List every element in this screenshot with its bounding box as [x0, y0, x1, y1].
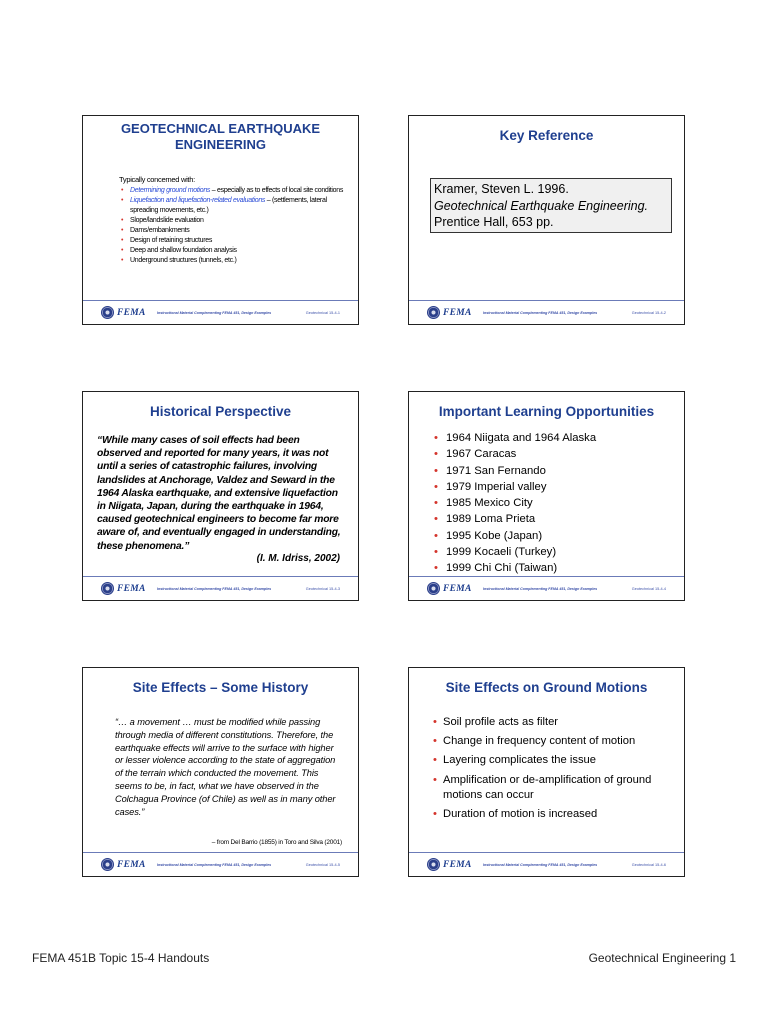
- topic-list: [119, 186, 349, 266]
- list-item: • Liquefaction and liquefaction-related evaluations – (settlements, lateral spreading movements, etc.): [119, 196, 349, 216]
- list-item: • 1989 Loma Prieta: [433, 511, 684, 527]
- reference-author-year: Kramer, Steven L. 1996.: [434, 182, 569, 196]
- effects-list: [433, 715, 684, 823]
- footer-credit: Instructional Material Complementing FEMA 451, Design Examples: [157, 311, 272, 315]
- list-item: • 1971 San Fernando: [433, 463, 684, 479]
- slide-title: Site Effects on Ground Motions: [445, 680, 648, 695]
- slide-footer: [409, 300, 684, 324]
- slide-title: Historical Perspective: [149, 404, 292, 419]
- slide-id: Geotechnical 15-4-2: [631, 311, 666, 315]
- earthquake-list: [433, 430, 684, 577]
- slide-body: [119, 175, 349, 266]
- slide-id: Geotechnical 15-4-5: [305, 863, 340, 867]
- list-item: • Determining ground motions – especially as to effects of local site conditions: [119, 186, 349, 196]
- slide-footer: [83, 300, 358, 324]
- footer-credit: Instructional Material Complementing FEMA 451, Design Examples: [483, 311, 598, 315]
- list-item: • 1964 Niigata and 1964 Alaska: [433, 430, 684, 446]
- list-item: • Layering complicates the issue: [433, 753, 684, 769]
- fema-wordmark: FEMA: [117, 307, 146, 318]
- fema-logo: [427, 306, 472, 319]
- page-footer-left: FEMA 451B Topic 15-4 Handouts: [32, 951, 210, 965]
- footer-credit: Instructional Material Complementing FEMA 451, Design Examples: [483, 863, 598, 867]
- slide-geotechnical-earthquake-engineering: [82, 115, 359, 325]
- footer-credit: Instructional Material Complementing FEMA 451, Design Examples: [157, 587, 272, 591]
- slide-key-reference: [408, 115, 685, 325]
- slide-id: Geotechnical 15-4-1: [305, 311, 340, 315]
- list-item: • Duration of motion is increased: [433, 807, 684, 823]
- fema-seal-icon: [101, 858, 114, 871]
- list-item: • Dams/embankments: [119, 226, 349, 236]
- fema-seal-icon: [427, 306, 440, 319]
- list-item: • Amplification or de-amplification of ground motions can occur: [433, 773, 684, 804]
- fema-seal-icon: [101, 582, 114, 595]
- fema-wordmark: FEMA: [443, 859, 472, 870]
- footer-credit: Instructional Material Complementing FEMA 451, Design Examples: [157, 863, 272, 867]
- list-item: • Soil profile acts as filter: [433, 715, 684, 731]
- list-item: • Deep and shallow foundation analysis: [119, 246, 349, 256]
- list-item: • 1985 Mexico City: [433, 495, 684, 511]
- fema-logo: [101, 582, 146, 595]
- slide-site-effects-history: [82, 667, 359, 877]
- slide-title: Important Learning Opportunities: [438, 404, 655, 419]
- fema-seal-icon: [101, 306, 114, 319]
- fema-wordmark: FEMA: [117, 859, 146, 870]
- list-item: • 1999 Chi Chi (Taiwan): [433, 560, 684, 576]
- fema-logo: [427, 582, 472, 595]
- list-item: • 1979 Imperial valley: [433, 479, 684, 495]
- slide-title: GEOTECHNICAL EARTHQUAKE ENGINEERING: [120, 121, 321, 152]
- reference-book-title: Geotechnical Earthquake Engineering.: [434, 198, 649, 213]
- slide-footer: [409, 852, 684, 876]
- slide-historical-perspective: [82, 391, 359, 601]
- quote-attribution: – from Del Barrio (1855) in Toro and Silva (2001): [211, 839, 342, 846]
- list-item: • Slope/landslide evaluation: [119, 216, 349, 226]
- slide-footer: [83, 852, 358, 876]
- fema-wordmark: FEMA: [117, 583, 146, 594]
- slide-id: Geotechnical 15-4-4: [631, 587, 666, 591]
- slide-footer: [83, 576, 358, 600]
- fema-seal-icon: [427, 858, 440, 871]
- fema-logo: [427, 858, 472, 871]
- quote-attribution: (I. M. Idriss, 2002): [256, 552, 340, 564]
- slide-footer: [409, 576, 684, 600]
- list-item: • 1999 Kocaeli (Turkey): [433, 544, 684, 560]
- intro-text: Typically concerned with:: [119, 175, 195, 184]
- fema-wordmark: FEMA: [443, 583, 472, 594]
- fema-logo: [101, 306, 146, 319]
- slide-title: Key Reference: [499, 128, 594, 143]
- quote-text: “… a movement … must be modified while passing through media of different constitutions. Therefore, the earthquake effects will arrive to the surface with higher or lesser violence according to the state of aggregation of the terrain which conducted the movement. This seems to be, in fact, what we have observed in the Colchagua Province (of Chile) as well as in many other cases.”: [115, 717, 336, 817]
- list-item: • Change in frequency content of motion: [433, 734, 684, 750]
- footer-credit: Instructional Material Complementing FEMA 451, Design Examples: [483, 587, 598, 591]
- list-item: • 1967 Caracas: [433, 446, 684, 462]
- fema-wordmark: FEMA: [443, 307, 472, 318]
- reference-box: [430, 178, 672, 233]
- page-footer-right: Geotechnical Engineering 1: [588, 951, 736, 965]
- slide-id: Geotechnical 15-4-6: [631, 863, 666, 867]
- fema-logo: [101, 858, 146, 871]
- list-item: • Design of retaining structures: [119, 236, 349, 246]
- slide-title: Site Effects – Some History: [132, 680, 309, 695]
- slide-site-effects-ground-motions: [408, 667, 685, 877]
- slide-important-learning-opportunities: [408, 391, 685, 601]
- list-item: • 1995 Kobe (Japan): [433, 528, 684, 544]
- reference-publisher: Prentice Hall, 653 pp.: [434, 215, 554, 229]
- slide-id: Geotechnical 15-4-3: [305, 587, 340, 591]
- quote-text: “While many cases of soil effects had been observed and reported for many years, it was not until a series of catastrophic failures, involving landslides at Anchorage, Valdez and Seward in the 1964 Alaska earthquake, and extensive liquefaction in Niigata, Japan, during the earthquake in 1964, caused geotechnical engineers to become far more aware of, and eventually engaged in understanding, these phenomena.”: [97, 435, 341, 552]
- list-item: • Underground structures (tunnels, etc.): [119, 256, 349, 266]
- fema-seal-icon: [427, 582, 440, 595]
